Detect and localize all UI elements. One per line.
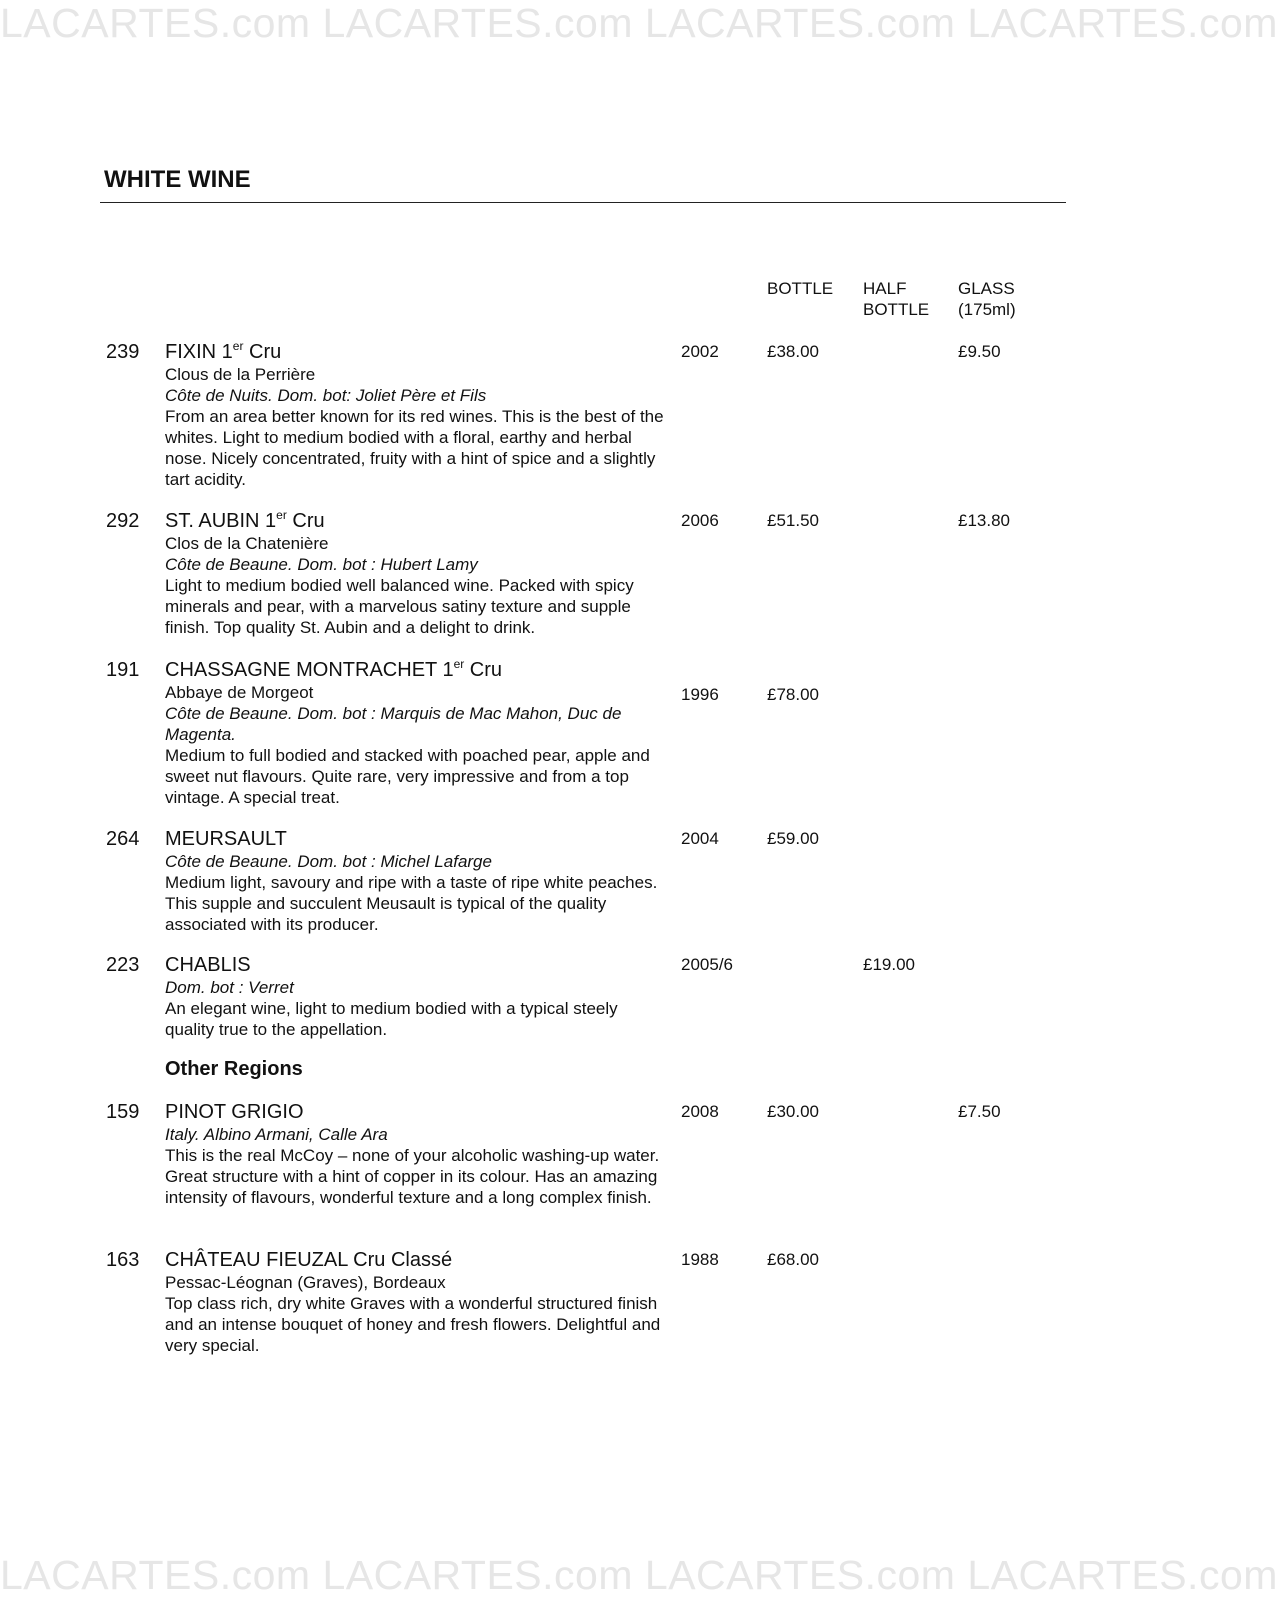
- wine-tasting-note: Medium light, savoury and ripe with a taste of ripe white peaches. This supple and succulent Meusault is typical of the quality associated with its producer.: [165, 873, 658, 934]
- wine-description: [165, 1248, 665, 1356]
- wine-description: [165, 827, 665, 935]
- wine-name: ST. AUBIN 1er Cru: [165, 508, 325, 532]
- wine-name: CHASSAGNE MONTRACHET 1er Cru: [165, 657, 503, 681]
- watermark-bottom: LACARTES.com LACARTES.com LACARTES.com LACARTES.com: [0, 1552, 1278, 1598]
- wine-subname: Pessac-Léognan (Graves), Bordeaux: [165, 1273, 446, 1292]
- wine-name: MEURSAULT: [165, 828, 287, 850]
- wine-number: 264: [106, 828, 140, 850]
- watermark-top: LACARTES.com LACARTES.com LACARTES.com LACARTES.com: [0, 0, 1278, 46]
- wine-number: 191: [106, 659, 140, 681]
- wine-vintage: 2005/6: [681, 955, 733, 974]
- wine-bottle-price: £38.00: [767, 342, 819, 361]
- column-header-glass: GLASS (175ml): [958, 279, 1016, 319]
- wine-glass-price: £7.50: [958, 1102, 1001, 1121]
- wine-glass-price: £9.50: [958, 342, 1001, 361]
- wine-number: 292: [106, 510, 140, 532]
- wine-tasting-note: From an area better known for its red wines. This is the best of the whites. Light to medium bodied with a floral, earthy and herbal nose. Nicely concentrated, fruity with a hint of spice and a slightly tart acidity.: [165, 407, 664, 489]
- wine-number: 223: [106, 954, 140, 976]
- column-header-half-bottle: HALF BOTTLE: [863, 279, 930, 319]
- wine-name: FIXIN 1er Cru: [165, 339, 282, 363]
- wine-number: 159: [106, 1101, 140, 1123]
- wine-origin: Côte de Beaune. Dom. bot : Marquis de Mac Mahon, Duc de Magenta.: [165, 704, 622, 744]
- wine-bottle-price: £68.00: [767, 1250, 819, 1269]
- wine-vintage: 2002: [681, 342, 719, 361]
- wine-bottle-price: £78.00: [767, 685, 819, 704]
- title-divider: [100, 202, 1066, 203]
- wine-name: CHÂTEAU FIEUZAL Cru Classé: [165, 1249, 453, 1271]
- wine-subname: Clos de la Chatenière: [165, 534, 329, 553]
- wine-vintage: 2006: [681, 511, 719, 530]
- wine-description: [165, 509, 665, 638]
- wine-description: [165, 340, 665, 490]
- wine-tasting-note: Top class rich, dry white Graves with a wonderful structured finish and an intense bouquet of honey and fresh flowers. Delightful and very special.: [165, 1294, 661, 1355]
- page-title: WHITE WINE: [104, 166, 251, 193]
- wine-description: [165, 1100, 665, 1208]
- wine-vintage: 2008: [681, 1102, 719, 1121]
- wine-subname: Clous de la Perrière: [165, 365, 316, 384]
- wine-tasting-note: Light to medium bodied well balanced wine. Packed with spicy minerals and pear, with a marvelous satiny texture and supple finish. Top quality St. Aubin and a delight to drink.: [165, 576, 634, 637]
- wine-bottle-price: £30.00: [767, 1102, 819, 1121]
- wine-tasting-note: This is the real McCoy – none of your alcoholic washing-up water. Great structure with a hint of copper in its colour. Has an amazing intensity of flavours, wonderful texture and a long complex finish.: [165, 1146, 660, 1207]
- wine-number: 163: [106, 1249, 140, 1271]
- column-header-bottle: BOTTLE: [767, 279, 834, 298]
- wine-tasting-note: An elegant wine, light to medium bodied with a typical steely quality true to the appellation.: [165, 999, 618, 1039]
- wine-subname: Abbaye de Morgeot: [165, 683, 314, 702]
- wine-description: [165, 953, 665, 1040]
- wine-bottle-price: £51.50: [767, 511, 819, 530]
- wine-origin: Côte de Beaune. Dom. bot : Hubert Lamy: [165, 555, 478, 574]
- wine-vintage: 1996: [681, 685, 719, 704]
- wine-vintage: 1988: [681, 1250, 719, 1269]
- wine-description: [165, 658, 665, 808]
- wine-number: 239: [106, 341, 140, 363]
- wine-origin: Côte de Beaune. Dom. bot : Michel Lafarge: [165, 852, 492, 871]
- wine-glass-price: £13.80: [958, 511, 1010, 530]
- wine-tasting-note: Medium to full bodied and stacked with poached pear, apple and sweet nut flavours. Quite rare, very impressive and from a top vintage. A special treat.: [165, 746, 650, 807]
- wine-vintage: 2004: [681, 829, 719, 848]
- wine-name: CHABLIS: [165, 954, 251, 976]
- section-heading-other-regions: Other Regions: [165, 1058, 303, 1080]
- wine-origin: Dom. bot : Verret: [165, 978, 294, 997]
- wine-bottle-price: £59.00: [767, 829, 819, 848]
- wine-name: PINOT GRIGIO: [165, 1101, 304, 1123]
- wine-origin: Italy. Albino Armani, Calle Ara: [165, 1125, 388, 1144]
- wine-origin: Côte de Nuits. Dom. bot: Joliet Père et Fils: [165, 386, 487, 405]
- wine-half-bottle-price: £19.00: [863, 955, 915, 974]
